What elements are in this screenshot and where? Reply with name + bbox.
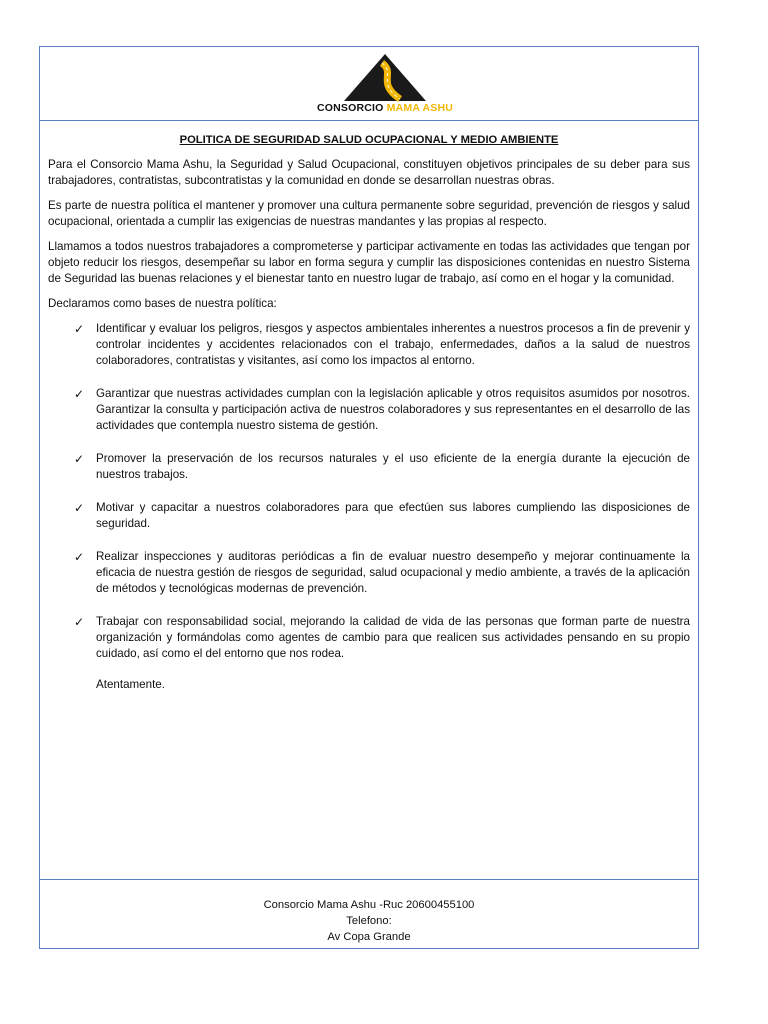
footer-company-ruc: Consorcio Mama Ashu -Ruc 20600455100 (263, 899, 475, 911)
footer-phone: Telefono: (346, 915, 392, 927)
list-item (48, 451, 690, 483)
list-item (48, 549, 690, 597)
checkmark-icon: ✓ (74, 615, 85, 629)
policy-list (48, 321, 690, 662)
logo-word-consorcio: CONSORCIO (316, 102, 384, 114)
logo-wordmark (310, 102, 460, 114)
list-item-text: Motivar y capacitar a nuestros colaboradores para que efectúen sus labores cumpliendo las disposiciones de seguridad. (96, 501, 690, 530)
list-item-text: Realizar inspecciones y auditoras periódicas a fin de evaluar nuestro desempeño y mejorar continuamente la eficacia de nuestra gestión de riesgos de seguridad, salud ocupacional y medio ambiente, a través de la aplicación de métodos y tecnológicas modernas de prevención. (96, 550, 690, 595)
company-logo (310, 53, 460, 115)
paragraph-call-to-workers: Llamamos a todos nuestros trabajadores a comprometerse y participar activamente en todas las actividades que tengan por objeto reducir los riesgos, desempeñar su labor en forma segura y cumplir las disposiciones contenidas en nuestro Sistema de Seguridad las buenas relaciones y el bienestar tanto en nuestro lugar de trabajo, así como en el hogar y la comunidad. (48, 240, 690, 285)
list-item-text: Trabajar con responsabilidad social, mejorando la calidad de vida de las personas que forman parte de nuestra organización y formándolas como agentes de cambio para que realicen sus actividades pensando en su propio cuidado, así como el del entorno que nos rodea. (96, 615, 690, 660)
checkmark-icon: ✓ (74, 550, 85, 564)
checkmark-icon: ✓ (74, 387, 85, 401)
footer (40, 879, 698, 949)
list-item (48, 386, 690, 434)
checkmark-icon: ✓ (74, 501, 85, 515)
checkmark-icon: ✓ (74, 322, 85, 336)
paragraph-bases-intro: Declaramos como bases de nuestra política: (48, 297, 277, 310)
list-item (48, 321, 690, 369)
logo-word-mama-ashu: MAMA ASHU (386, 102, 454, 114)
paragraph-intro: Para el Consorcio Mama Ashu, la Seguridad y Salud Ocupacional, constituyen objetivos principales de su deber para sus trabajadores, contratistas, subcontratistas y la comunidad en donde se desarrollan nuestras obras. (48, 158, 690, 187)
document-body (48, 132, 690, 693)
footer-address: Av Copa Grande (327, 931, 411, 943)
paragraph-culture: Es parte de nuestra política el mantener y promover una cultura permanente sobre seguridad, prevención de riesgos y salud ocupacional, orientada a cumplir las exigencias de nuestras mandantes y las propias al respecto. (48, 199, 690, 228)
road-triangle-icon (342, 53, 428, 103)
letterhead (40, 47, 698, 121)
page-frame (39, 46, 699, 949)
document-title: POLITICA DE SEGURIDAD SALUD OCUPACIONAL Y MEDIO AMBIENTE (179, 134, 559, 146)
checkmark-icon: ✓ (74, 452, 85, 466)
list-item-text: Garantizar que nuestras actividades cumplan con la legislación aplicable y otros requisitos asumidos por nosotros. Garantizar la consulta y participación activa de nuestros colaboradores y sus representantes en el desarrollo de las actividades que contempla nuestro sistema de gestión. (96, 387, 690, 432)
list-item-text: Identificar y evaluar los peligros, riesgos y aspectos ambientales inherentes a nuestros procesos a fin de prevenir y controlar incidentes y accidentes relacionados con el trabajo, enfermedades, daños a la salud de nuestros colaboradores, contratistas y visitantes, así como los impactos al entorno. (96, 322, 690, 367)
closing-salutation: Atentamente. (96, 678, 165, 691)
list-item (48, 614, 690, 662)
list-item-text: Promover la preservación de los recursos naturales y el uso eficiente de la energía durante la ejecución de nuestros trabajos. (96, 452, 690, 481)
list-item (48, 500, 690, 532)
